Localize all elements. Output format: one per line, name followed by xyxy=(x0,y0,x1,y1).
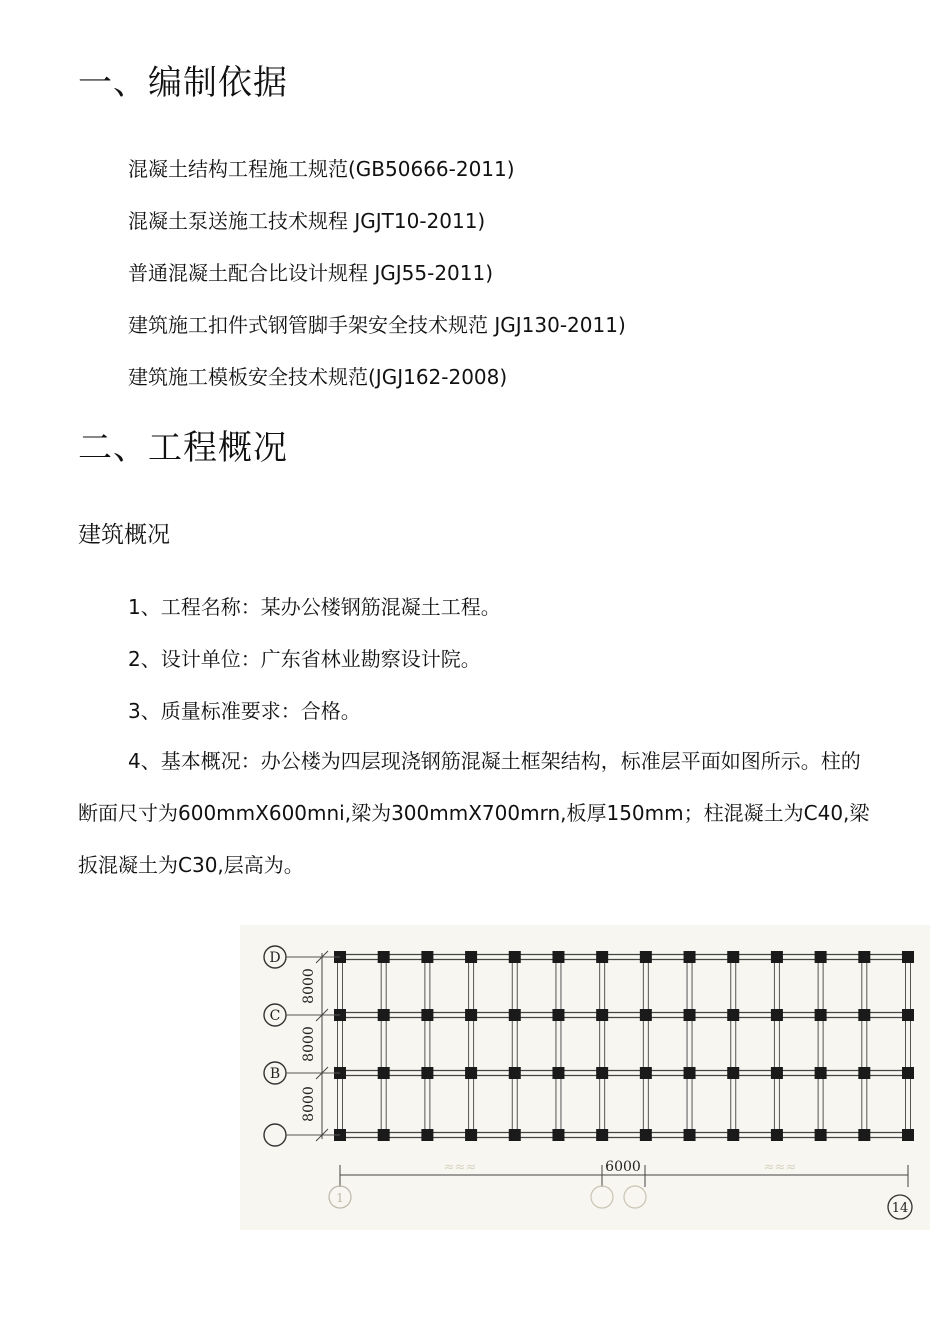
column-mark xyxy=(684,951,696,963)
svg-text:D: D xyxy=(269,950,281,966)
column-mark xyxy=(378,951,390,963)
column-mark xyxy=(815,1129,827,1141)
reference-item: 建筑施工扣件式钢管脚手架安全技术规范 JGJ130-2011) xyxy=(128,313,626,337)
span-dimension: 6000 xyxy=(605,1159,641,1175)
column-mark xyxy=(858,1009,870,1021)
column-mark xyxy=(465,951,477,963)
column-mark xyxy=(640,1129,652,1141)
column-mark xyxy=(509,951,521,963)
column-mark xyxy=(771,951,783,963)
faded-dimension-mark: ≈≈≈ xyxy=(443,1160,477,1175)
column-mark xyxy=(902,951,914,963)
svg-text:C: C xyxy=(269,1008,281,1024)
column-mark xyxy=(684,1067,696,1079)
column-mark xyxy=(640,1067,652,1079)
building-overview-subheading: 建筑概况 xyxy=(78,522,170,548)
column-mark xyxy=(552,951,564,963)
column-mark xyxy=(684,1009,696,1021)
column-mark xyxy=(640,951,652,963)
column-mark xyxy=(509,1009,521,1021)
reference-item: 普通混凝土配合比设计规程 JGJ55-2011) xyxy=(128,261,494,285)
column-mark xyxy=(771,1009,783,1021)
column-mark xyxy=(771,1067,783,1079)
column-mark xyxy=(378,1129,390,1141)
column-mark xyxy=(771,1129,783,1141)
column-mark xyxy=(684,1129,696,1141)
section-1-heading: 一、编制依据 xyxy=(78,63,288,103)
column-mark xyxy=(552,1129,564,1141)
overview-item: 2、设计单位：广东省林业勘察设计院。 xyxy=(128,647,481,671)
column-mark xyxy=(509,1129,521,1141)
overview-item: 3、质量标准要求：合格。 xyxy=(128,699,361,723)
column-mark xyxy=(596,1067,608,1079)
column-mark xyxy=(858,951,870,963)
row-dimension: 8000 xyxy=(301,1026,317,1062)
column-mark xyxy=(596,1009,608,1021)
section-2-heading: 二、工程概况 xyxy=(78,428,288,468)
column-mark xyxy=(902,1129,914,1141)
faded-dimension-mark: ≈≈≈ xyxy=(763,1160,797,1175)
svg-text:14: 14 xyxy=(891,1201,909,1216)
column-mark xyxy=(378,1067,390,1079)
column-mark xyxy=(421,1129,433,1141)
column-mark xyxy=(858,1129,870,1141)
column-mark xyxy=(465,1009,477,1021)
reference-item: 混凝土泵送施工技术规程 JGJT10-2011) xyxy=(128,209,486,233)
column-mark xyxy=(902,1009,914,1021)
svg-text:1: 1 xyxy=(336,1191,344,1205)
column-mark xyxy=(640,1009,652,1021)
svg-text:B: B xyxy=(269,1066,281,1082)
overview-item: 1、工程名称：某办公楼钢筋混凝土工程。 xyxy=(128,595,501,619)
column-mark xyxy=(727,1129,739,1141)
column-mark xyxy=(815,1009,827,1021)
column-mark xyxy=(378,1009,390,1021)
column-mark xyxy=(552,1067,564,1079)
row-dimension: 8000 xyxy=(301,968,317,1004)
column-mark xyxy=(421,1009,433,1021)
reference-item: 混凝土结构工程施工规范(GB50666-2011) xyxy=(128,157,515,181)
column-mark xyxy=(902,1067,914,1079)
column-mark xyxy=(727,951,739,963)
column-mark xyxy=(465,1067,477,1079)
column-mark xyxy=(465,1129,477,1141)
column-mark xyxy=(509,1067,521,1079)
column-mark xyxy=(421,1067,433,1079)
column-mark xyxy=(815,951,827,963)
column-mark xyxy=(596,1129,608,1141)
column-mark xyxy=(727,1009,739,1021)
column-mark xyxy=(421,951,433,963)
row-dimension: 8000 xyxy=(301,1086,317,1122)
column-mark xyxy=(552,1009,564,1021)
column-mark xyxy=(815,1067,827,1079)
column-mark xyxy=(596,951,608,963)
floor-plan-figure xyxy=(240,925,930,1230)
column-mark xyxy=(858,1067,870,1079)
reference-item: 建筑施工模板安全技术规范(JGJ162-2008) xyxy=(128,365,508,389)
overview-paragraph: 4、基本概况：办公楼为四层现浇钢筋混凝土框架结构，标准层平面如图所示。柱的断面尺寸为600mmX600mni,梁为300mmX700mrn,板厚150mm；柱混凝土为C40,梁扳混凝土为C30,层高为。 xyxy=(78,749,870,877)
column-mark xyxy=(727,1067,739,1079)
